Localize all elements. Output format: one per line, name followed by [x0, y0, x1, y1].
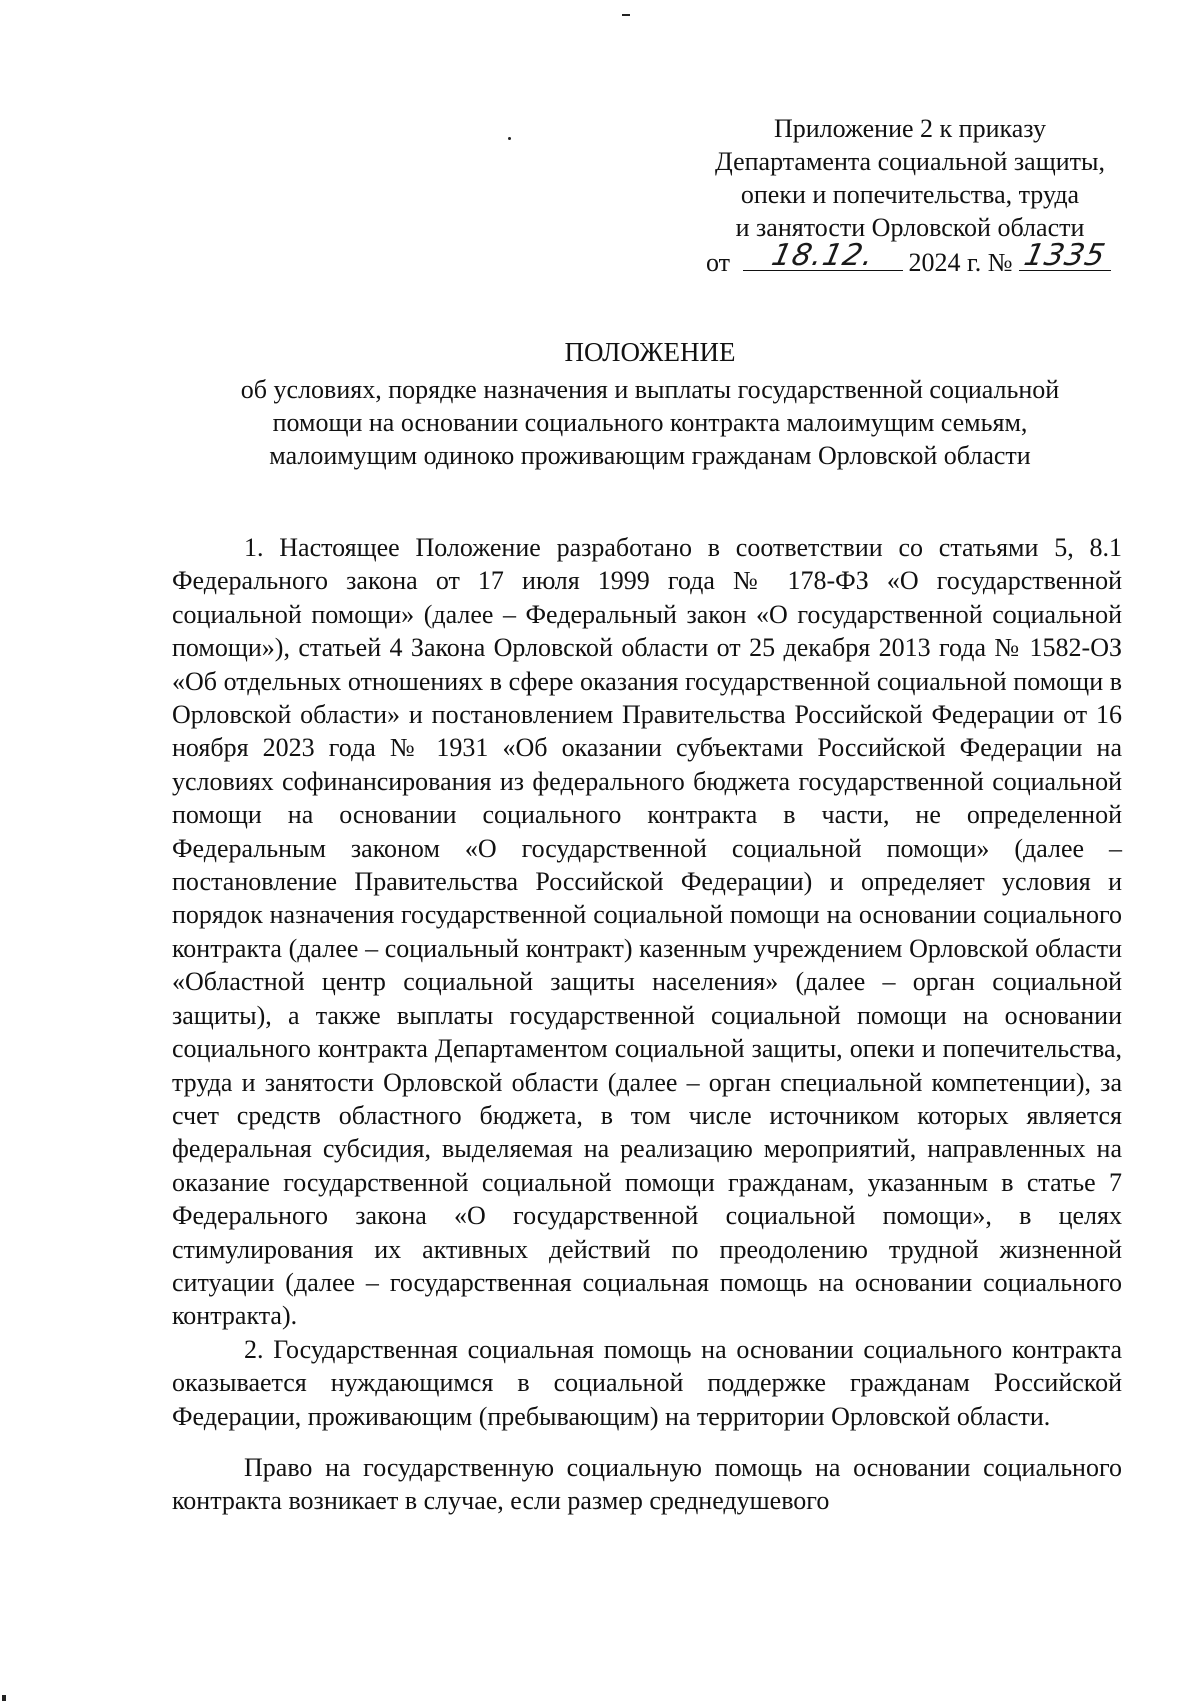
scan-speck-left — [2, 1695, 6, 1701]
paragraph-3: Право на государственную социальную помощь на основании социального контракта возникает в случае, если размер среднедушевого — [172, 1452, 1122, 1516]
scan-speck-top — [622, 14, 630, 16]
annex-header — [690, 112, 1130, 279]
paragraph-1: 1. Настоящее Положение разработано в соответствии со статьями 5, 8.1 Федерального закона от 17 июля 1999 года № 178-ФЗ «О государственной социальной помощи» (далее – Федеральный закон «О государственной социальной помощи»), статьей 4 Закона Орловской области от 25 декабря 2013 года № 1582-ОЗ «Об отдельных отношениях в сфере оказания государственной социальной помощи в Орловской области» и постановлением Правительства Российской Федерации от 16 ноября 2023 года № 1931 «Об оказании субъектами Российской Федерации на условиях софинансирования из федерального бюджета государственной социальной помощи на основании социального контракта в части, не определенной Федеральным законом «О государственной социальной помощи» (далее – постановление Правительства Российской Федерации) и определяет условия и порядок назначения государственной социальной помощи на основании социального контракта (далее – социальный контракт) казенным учреждением Орловской области «Областной центр социальной защиты населения» (далее – орган социальной защиты), а также выплаты государственной социальной помощи на основании социального контракта Департаментом социальной защиты, опеки и попечительства, труда и занятости Орловской области (далее – орган специальной компетенции), за счет средств областного бюджета, в том числе источником которых является федеральная субсидия, выделяемая на реализацию мероприятий, направленных на оказание государственной социальной помощи гражданам, указанным в статье 7 Федерального закона «О государственной социальной помощи», в целях стимулирования их активных действий по преодолению трудной жизненной ситуации (далее – государственная социальная помощь на основании социального контракта). — [172, 533, 1122, 1331]
document-subtitle-line: малоимущим одиноко проживающим гражданам Орловской области — [269, 441, 1031, 470]
document-title-block — [150, 336, 1150, 472]
paragraph-2: 2. Государственная социальная помощь на основании социального контракта оказывается нуждающимся в социальной поддержке гражданам Российской Федерации, проживающим (пребывающим) на территории Орловской области. — [172, 1334, 1122, 1431]
annex-line: Департамента социальной защиты, — [715, 147, 1105, 176]
scan-speck-dot — [508, 137, 511, 140]
order-prefix: от — [706, 248, 731, 277]
order-line — [690, 238, 1130, 279]
document-title: ПОЛОЖЕНИЕ — [564, 337, 736, 367]
order-number-handwritten: 1335 — [1020, 238, 1109, 273]
order-year: 2024 г. № — [908, 248, 1013, 277]
annex-line: опеки и попечительства, труда — [740, 180, 1080, 209]
document-subtitle-line: об условиях, порядке назначения и выплаты государственной социальной — [240, 375, 1060, 404]
order-number-field — [1019, 238, 1111, 273]
order-date-field — [743, 238, 903, 273]
annex-line: Приложение 2 к приказу — [773, 114, 1046, 143]
annex-line: и занятости Орловской области — [735, 213, 1085, 242]
document-body — [172, 531, 1122, 1518]
document-subtitle-line: помощи на основании социального контракта малоимущим семьям, — [272, 408, 1028, 437]
order-date-handwritten: 18.12. — [768, 238, 877, 273]
